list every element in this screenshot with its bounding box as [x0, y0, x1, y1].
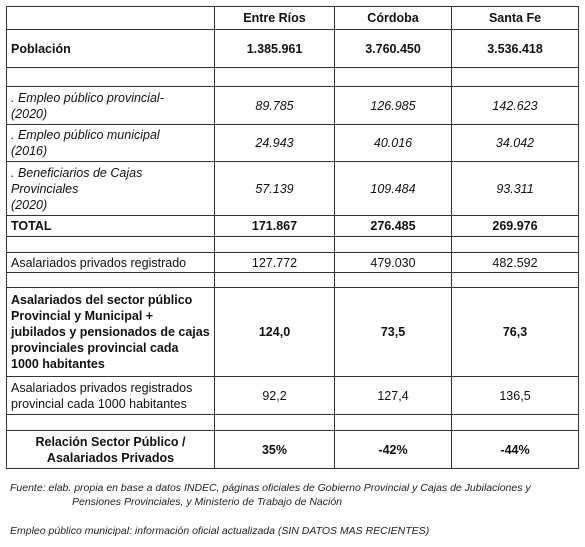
row-label [7, 288, 215, 377]
cell-santa-fe: 3.536.418 [452, 30, 579, 68]
cell-entre-rios: 24.943 [215, 125, 335, 162]
table-header-row [7, 7, 579, 30]
label-line: (2016) [11, 144, 48, 158]
cell-cordoba: 479.030 [335, 253, 452, 273]
cell-santa-fe: 482.592 [452, 253, 579, 273]
table-row-beneficiarios [7, 162, 579, 216]
row-label [7, 125, 215, 162]
label-line: Relación Sector Público / [35, 434, 186, 449]
label-line: Asalariados Privados [46, 450, 175, 465]
cell-entre-rios: 124,0 [215, 288, 335, 377]
label-line: . Beneficiarios de Cajas [11, 165, 143, 180]
cell-santa-fe: 34.042 [452, 125, 579, 162]
cell-entre-rios: 57.139 [215, 162, 335, 216]
label-line: (2020) [11, 197, 48, 212]
table-row-total [7, 216, 579, 237]
table-row-asalariados-privados [7, 253, 579, 273]
table-row-empleo-municipal [7, 125, 579, 162]
row-label [7, 431, 215, 469]
cell-cordoba: -42% [335, 431, 452, 469]
header-santa-fe: Santa Fe [452, 7, 579, 30]
cell-entre-rios: 127.772 [215, 253, 335, 273]
label-line: Asalariados privados registrados [11, 380, 193, 395]
row-label: Asalariados privados registrado [7, 253, 215, 273]
table-row-poblacion [7, 30, 579, 68]
spacer-row [7, 237, 579, 253]
row-label: TOTAL [7, 216, 215, 237]
header-empty-cell [7, 7, 215, 30]
data-table [6, 6, 579, 469]
cell-cordoba: 109.484 [335, 162, 452, 216]
cell-entre-rios: 89.785 [215, 87, 335, 125]
footnote-fuente [10, 481, 531, 509]
spacer-row [7, 415, 579, 431]
cell-santa-fe: 76,3 [452, 288, 579, 377]
row-label: Población [7, 30, 215, 68]
label-line: jubilados y pensionados de cajas [11, 325, 210, 339]
cell-cordoba: 276.485 [335, 216, 452, 237]
cell-cordoba: 126.985 [335, 87, 452, 125]
row-label [7, 87, 215, 125]
label-line: (2020) [11, 106, 48, 121]
table-row-ratio-privado [7, 377, 579, 415]
cell-entre-rios: 171.867 [215, 216, 335, 237]
label-line: Provinciales [11, 181, 79, 196]
cell-entre-rios: 35% [215, 431, 335, 469]
footnote-empleo-municipal: Empleo público municipal: información oficial actualizada (SIN DATOS MAS RECIENTES) [10, 525, 430, 537]
label-line: . Empleo público provincial- [11, 90, 164, 105]
spacer-row [7, 273, 579, 288]
label-line: Asalariados del sector público [11, 293, 193, 307]
footnote-line: Pensiones Provinciales, y Ministerio de Trabajo de Nación [72, 496, 343, 508]
cell-cordoba: 127,4 [335, 377, 452, 415]
footnote-line: Fuente: elab. propia en base a datos INDEC, páginas oficiales de Gobierno Provincial y Cajas de Jubilaciones y [10, 482, 531, 494]
cell-santa-fe: -44% [452, 431, 579, 469]
table-row-relacion [7, 431, 579, 469]
cell-santa-fe: 93.311 [452, 162, 579, 216]
cell-santa-fe: 269.976 [452, 216, 579, 237]
row-label [7, 162, 215, 216]
table-row-empleo-provincial [7, 87, 579, 125]
cell-entre-rios: 92,2 [215, 377, 335, 415]
row-label [7, 377, 215, 415]
label-line: provinciales provincial cada [11, 341, 179, 355]
cell-santa-fe: 142.623 [452, 87, 579, 125]
label-line: provincial cada 1000 habitantes [11, 396, 187, 411]
label-line: Provincial y Municipal + [11, 309, 154, 323]
cell-cordoba: 40.016 [335, 125, 452, 162]
label-line: . Empleo público municipal [11, 128, 160, 142]
label-line: 1000 habitantes [11, 357, 105, 371]
table-row-ratio-publico [7, 288, 579, 377]
cell-santa-fe: 136,5 [452, 377, 579, 415]
cell-entre-rios: 1.385.961 [215, 30, 335, 68]
cell-cordoba: 73,5 [335, 288, 452, 377]
header-cordoba: Córdoba [335, 7, 452, 30]
spacer-row [7, 68, 579, 87]
cell-cordoba: 3.760.450 [335, 30, 452, 68]
header-entre-rios: Entre Ríos [215, 7, 335, 30]
